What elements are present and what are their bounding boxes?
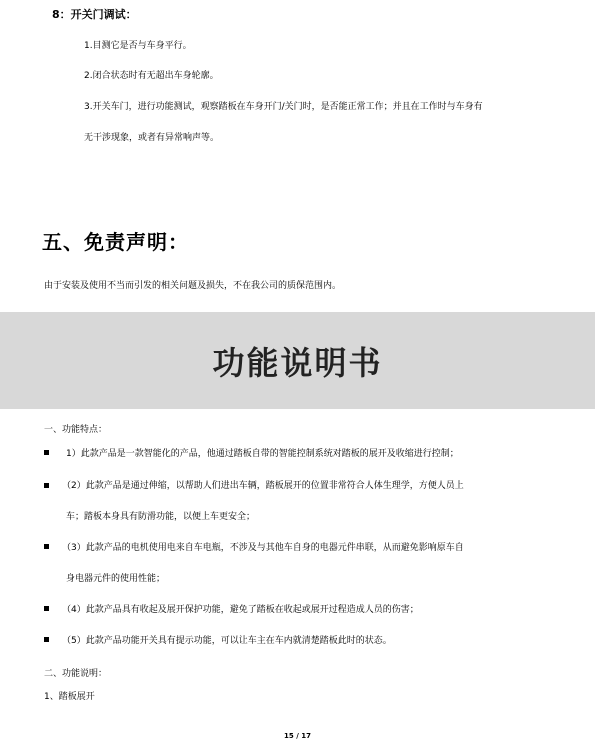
feature-1: 1）此款产品是一款智能化的产品，他通过踏板自带的智能控制系统对踏板的展开及收缩进行控制； [66, 449, 459, 459]
feature-4: （4）此款产品具有收起及展开保护功能，避免了踏板在收起或展开过程造成人员的伤害； [62, 605, 419, 615]
manual-title: 功能说明书 [212, 344, 383, 382]
feature-2-cont: 车；踏板本身具有防滑功能，以便上车更安全； [66, 512, 256, 522]
functions-heading: 二、功能说明： [44, 669, 108, 679]
section-8-item-3: 3.开关车门，进行功能测试，观察踏板在车身开门/关门时，是否能正常工作；并且在工作时与车身有 [84, 102, 483, 112]
disclaimer-text: 由于安装及使用不当而引发的相关问题及损失，不在我公司的质保范围内。 [44, 281, 342, 291]
section-8-heading: 8：开关门调试： [52, 8, 137, 21]
section-8-item-1: 1.目测它是否与车身平行。 [84, 41, 192, 51]
bullet-icon [44, 606, 49, 611]
features-heading: 一、功能特点： [44, 425, 108, 435]
feature-2: （2）此款产品是通过伸缩，以帮助人们进出车辆，踏板展开的位置非常符合人体生理学，方便人员上 [62, 481, 464, 491]
disclaimer-heading: 五、免责声明： [42, 230, 189, 254]
bullet-icon [44, 637, 49, 642]
section-8-item-3-cont: 无干涉现象，或者有异常响声等。 [84, 133, 220, 143]
bullet-icon [44, 483, 49, 488]
section-8-item-2: 2.闭合状态时有无超出车身轮廓。 [84, 71, 219, 81]
functions-sub-heading: 1、踏板展开 [44, 692, 95, 702]
feature-3: （3）此款产品的电机使用电来自车电瓶，不涉及与其他车自身的电器元件串联，从而避免影响原车自 [62, 543, 464, 553]
feature-5: （5）此款产品功能开关具有提示功能，可以让车主在车内就清楚踏板此时的状态。 [62, 636, 392, 646]
feature-3-cont: 身电器元件的使用性能； [66, 574, 166, 584]
bullet-icon [44, 544, 49, 549]
page-number: 15 / 17 [284, 732, 311, 740]
bullet-icon [44, 450, 49, 455]
